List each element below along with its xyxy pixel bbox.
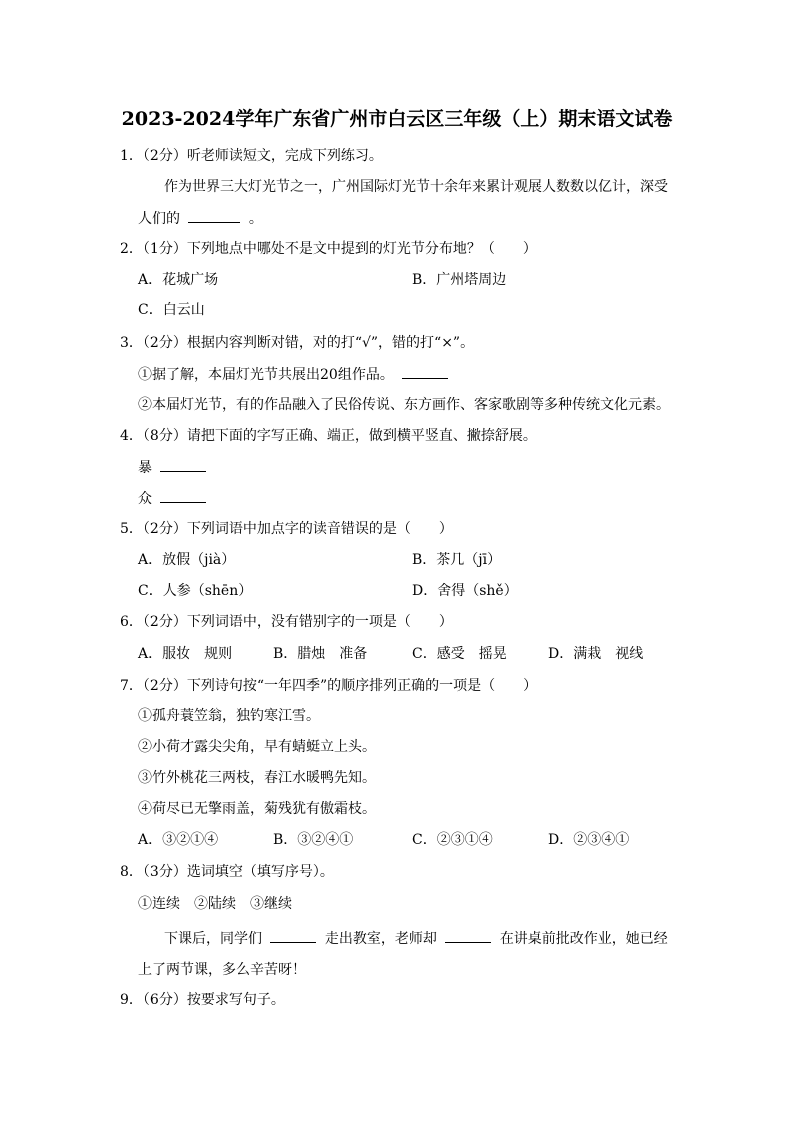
q7-line-1: ①孤舟蓑笠翁，独钓寒江雪。 [138, 708, 320, 724]
q1-passage-text: 人们的 [138, 211, 180, 227]
q3-item-2: ②本届灯光节，有的作品融入了民俗传说、东方画作、客家歌剧等多种传统文化元素。 [138, 397, 670, 413]
q2-option-c[interactable]: C．白云山 [138, 302, 205, 318]
q5-option-d[interactable]: D．舍得（shě） [412, 583, 518, 599]
q5-option-b[interactable]: B．茶几（jī） [412, 552, 502, 568]
q7-option-d[interactable]: D．②③④① [548, 832, 630, 848]
q3-item-1-text: ①据了解，本届灯光节共展出20组作品。 [138, 367, 394, 383]
q6-option-a[interactable]: A．服妆 规则 [138, 646, 233, 662]
q7-option-a[interactable]: A．③②①④ [138, 832, 219, 848]
q6-option-b[interactable]: B．腊烛 准备 [273, 646, 368, 662]
question-6-stem: 6．（2分）下列词语中，没有错别字的一项是（ ） [120, 614, 453, 630]
question-1-stem: 1．（2分）听老师读短文，完成下列练习。 [120, 148, 383, 164]
question-4-stem: 4．（8分）请把下面的字写正确、端正，做到横平竖直、撇捺舒展。 [120, 428, 537, 444]
q4-char-2-text: 众 [138, 491, 152, 507]
answer-blank[interactable] [445, 928, 491, 943]
q2-option-a[interactable]: A．花城广场 [138, 272, 219, 288]
q5-option-c[interactable]: C．人参（shēn） [138, 583, 253, 599]
question-7-stem: 7．（2分）下列诗句按“一年四季”的顺序排列正确的一项是（ ） [120, 678, 538, 694]
question-8-stem: 8．（3分）选词填空（填写序号）。 [120, 864, 334, 880]
question-5-stem: 5．（2分）下列词语中加点字的读音错误的是（ ） [120, 521, 453, 537]
q7-option-c[interactable]: C．②③①④ [412, 832, 493, 848]
question-3-stem: 3．（2分）根据内容判断对错，对的打“√”，错的打“×”。 [120, 335, 475, 351]
q8-sentence-a: 下课后，同学们 [164, 931, 262, 947]
answer-blank[interactable] [160, 457, 206, 472]
q8-sentence-b: 走出教室，老师却 [324, 931, 437, 947]
q1-passage-end: 。 [248, 211, 263, 227]
answer-blank[interactable] [160, 488, 206, 503]
q7-line-3: ③竹外桃花三两枝，春江水暖鸭先知。 [138, 770, 376, 786]
answer-blank[interactable] [188, 208, 240, 223]
q3-item-1 [138, 364, 452, 385]
q7-line-2: ②小荷才露尖尖角，早有蜻蜓立上头。 [138, 739, 376, 755]
q7-option-b[interactable]: B．③②④① [273, 832, 354, 848]
page-title: 2023-2024学年广东省广州市白云区三年级（上）期末语文试卷 [121, 108, 673, 130]
q6-option-d[interactable]: D．满栽 视线 [548, 646, 644, 662]
q8-choices: ①连续 ②陆续 ③继续 [138, 896, 292, 912]
question-9-stem: 9．（6分）按要求写句子。 [120, 992, 285, 1008]
q8-sentence-c: 在讲桌前批改作业，她已经 [499, 931, 668, 947]
q8-sentence-line2: 上了两节课，多么辛苦呀！ [138, 962, 306, 978]
q7-line-4: ④荷尽已无擎雨盖，菊残犹有傲霜枝。 [138, 801, 376, 817]
answer-blank[interactable] [402, 364, 448, 379]
q5-option-a[interactable]: A．放假（jià） [138, 552, 236, 568]
q6-option-c[interactable]: C．感受 摇晃 [412, 646, 507, 662]
question-2-stem: 2．（1分）下列地点中哪处不是文中提到的灯光节分布地？（ ） [120, 241, 537, 257]
answer-blank[interactable] [270, 928, 316, 943]
q8-sentence-line1 [164, 928, 668, 949]
q1-passage-line2 [138, 208, 263, 229]
q2-option-b[interactable]: B．广州塔周边 [412, 272, 507, 288]
q4-char-1-text: 暴 [138, 460, 152, 476]
q1-passage-line1: 作为世界三大灯光节之一，广州国际灯光节十余年来累计观展人数数以亿计，深受 [164, 179, 668, 195]
q4-char-1 [138, 457, 210, 478]
q4-char-2 [138, 488, 210, 509]
